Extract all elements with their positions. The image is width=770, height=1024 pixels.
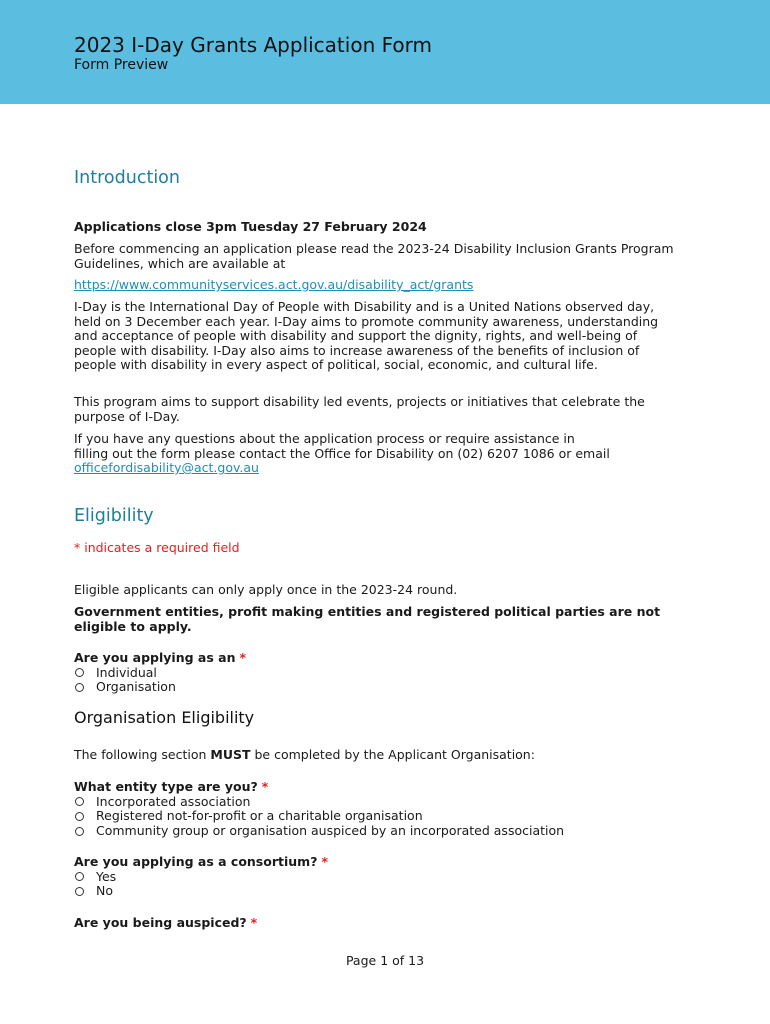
option-label: Incorporated association (96, 793, 251, 809)
organisation-intro: The following section MUST be completed by the Applicant Organisation: (74, 747, 535, 762)
option-label: No (96, 883, 113, 899)
option-label: Organisation (96, 679, 176, 695)
required-field-note: * indicates a required field (74, 540, 240, 555)
intro-paragraph-guidelines: Before commencing an application please read the 2023-24 Disability Inclusion Grants Program Guidelines, which are available at (74, 241, 674, 271)
introduction-heading: Introduction (74, 168, 180, 188)
required-star: * (321, 854, 328, 869)
question-auspiced (74, 916, 674, 931)
radio-button-icon[interactable] (75, 827, 84, 836)
option-community-group[interactable] (74, 824, 674, 839)
required-star: * (250, 915, 258, 930)
option-label: Community group or organisation auspiced by an incorporated association (96, 822, 565, 838)
option-label: Yes (96, 868, 117, 884)
radio-button-icon[interactable] (75, 812, 84, 821)
question-label: What entity type are you? (74, 779, 258, 794)
option-incorporated-association[interactable] (74, 795, 674, 810)
option-no[interactable] (74, 884, 674, 899)
page-number: Page 1 of 13 (345, 953, 425, 968)
form-header (0, 0, 770, 104)
question-label: Are you applying as a consortium? (74, 854, 318, 869)
eligibility-text-once: Eligible applicants can only apply once in the 2023-24 round. (74, 582, 458, 597)
email-link[interactable]: officefordisability@act.gov.au (74, 460, 259, 476)
intro-paragraph-contact (74, 432, 674, 476)
intro-paragraph-iday: I-Day is the International Day of People with Disability and is a United Nations observed day, held on 3 December each year. I-Day aims to promote community awareness, understanding and acceptance of people with disability and support the dignity, rights, and well-being of people with disability. I-Day also aims to increase awareness of the benefits of inclusion of people with disability in every aspect of political, social, economic, and cultural life. (74, 299, 659, 373)
question-label: Are you being auspiced? (74, 915, 247, 930)
option-label: Registered not-for-profit or a charitable organisation (96, 808, 423, 824)
question-consortium (74, 855, 674, 899)
closing-date: Applications close 3pm Tuesday 27 February 2024 (74, 219, 427, 234)
required-star: * (239, 650, 246, 665)
radio-button-icon[interactable] (75, 797, 84, 806)
question-entity-type (74, 780, 674, 838)
radio-button-icon[interactable] (75, 887, 84, 896)
option-yes[interactable] (74, 870, 674, 885)
required-star: * (261, 779, 269, 794)
form-title: 2023 I-Day Grants Application Form (74, 33, 432, 57)
question-applying-as (74, 651, 674, 695)
option-individual[interactable] (74, 666, 674, 681)
form-subtitle: Form Preview (74, 57, 169, 73)
radio-button-icon[interactable] (75, 872, 84, 881)
eligibility-text-exclusions: Government entities, profit making entities and registered political parties are not eligible to apply. (74, 604, 661, 634)
organisation-eligibility-heading: Organisation Eligibility (74, 708, 255, 727)
option-organisation[interactable] (74, 680, 674, 695)
question-label: Are you applying as an (74, 650, 236, 665)
contact-line-1: If you have any questions about the application process or require assistance in (74, 431, 575, 446)
option-label: Individual (96, 664, 157, 680)
eligibility-heading: Eligibility (74, 506, 154, 526)
intro-paragraph-purpose: This program aims to support disability led events, projects or initiatives that celebrate the purpose of I-Day. (74, 394, 645, 424)
contact-line-2: filling out the form please contact the Office for Disability on (02) 6207 1086 or email (74, 445, 610, 461)
radio-button-icon[interactable] (75, 668, 84, 677)
option-registered-not-for-profit[interactable] (74, 809, 674, 824)
guidelines-link[interactable]: https://www.communityservices.act.gov.au/disability_act/grants (74, 277, 474, 292)
radio-button-icon[interactable] (75, 683, 84, 692)
